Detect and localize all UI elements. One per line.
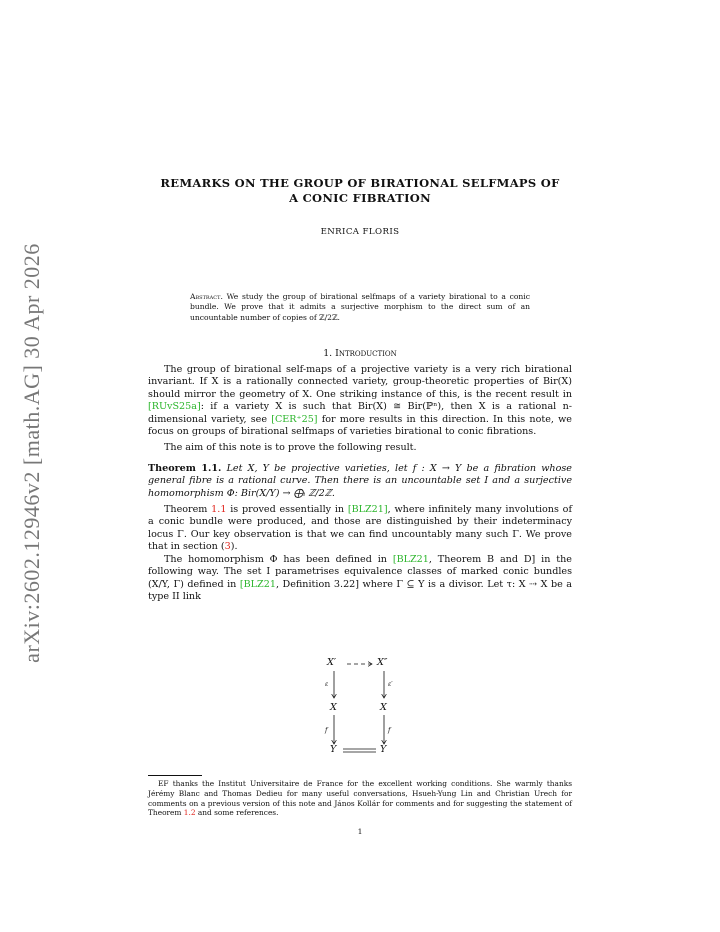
- citation-link[interactable]: [RUvS25a]: [148, 401, 201, 413]
- para3-text-a: Theorem: [164, 504, 212, 516]
- para3-text-c: , where infinitely many involutions of a conic bundle were produced, and those are distinguished by their indeterminacy locus Γ. Our key observation is that we can find uncountably many such Γ. We prove that in section (: [148, 504, 572, 553]
- citation-link[interactable]: [BLZ21]: [347, 504, 388, 516]
- footnote-text-b: and some references.: [195, 808, 279, 818]
- footnote: [148, 779, 572, 818]
- section-heading: [148, 348, 572, 359]
- diagram-arrows: [300, 655, 420, 761]
- node-x-prime: X′: [327, 657, 337, 668]
- para3-text-b: is proved essentially in: [226, 504, 348, 516]
- label-eps: ε: [325, 681, 329, 688]
- author: ENRICA FLORIS: [320, 227, 400, 237]
- para1-text-c: for more results in this direction. In this note, we focus on groups of birational selfmaps of varieties birational to conic fibrations.: [148, 413, 572, 438]
- citation-link[interactable]: [BLZ21: [239, 578, 276, 590]
- abstract-label: Abstract.: [190, 292, 223, 301]
- para4-text-a: The homomorphism Φ has been defined in: [164, 553, 393, 565]
- abstract: [190, 292, 530, 323]
- theorem-text: Let X, Y be projective varieties, let f : X → Y be a fibration whose general fibre is a rational curve. Then there is an uncountable set I and a surjective homomorphism Φ: Bir(X/Y) → ⨁ᵢ ℤ/2ℤ.: [148, 462, 572, 499]
- abstract-text: We study the group of birational selfmaps of a variety birational to a conic bundle. We prove that it admits a surjective morphism to the direct sum of an uncountable number of copies of ℤ/2ℤ.: [190, 292, 530, 322]
- para1-text-a: The group of birational self-maps of a projective variety is a very rich birational invariant. If X is a rationally connected variety, group-theoretic properties of Bir(X) should mirror the geometry of X. One striking instance of this, is the recent result in: [148, 364, 572, 400]
- label-f-right: f: [388, 726, 391, 734]
- paragraph-3: [148, 504, 572, 554]
- title-line-2: A CONIC FIBRATION: [289, 191, 431, 205]
- page-number: 1: [357, 827, 363, 836]
- node-y-left: Y: [330, 744, 337, 755]
- reference-link[interactable]: 1.1: [211, 504, 227, 516]
- section-number: 1.: [323, 348, 333, 359]
- citation-link[interactable]: [BLZ21: [392, 553, 429, 565]
- paragraph-4: [148, 554, 572, 604]
- paper-title: [148, 176, 572, 206]
- node-x-right: X: [380, 702, 387, 713]
- paragraph-2: The aim of this note is to prove the following result.: [164, 442, 417, 454]
- para1-text-b: : if a variety X is such that Bir(X) ≅ Bir(ℙⁿ), then X is a rational n-dimensional variety, see: [148, 401, 572, 425]
- reference-link[interactable]: 1.2: [183, 808, 196, 818]
- theorem-heading: Theorem 1.1.: [148, 462, 222, 474]
- theorem-1-1: [148, 463, 572, 500]
- paragraph-1: [148, 364, 572, 438]
- label-eps-prime: ε′: [388, 681, 393, 688]
- main-text: [148, 364, 572, 603]
- para4-text-c: , Definition 3.22] where Γ ⊆ Y is a divisor. Let τ: X ⇢ X be a type II link: [148, 578, 572, 602]
- label-f-left: f: [325, 726, 328, 734]
- reference-link[interactable]: 3: [224, 541, 231, 553]
- para3-text-d: ).: [230, 541, 238, 553]
- arxiv-stamp-text: arXiv:2602.12946v2 [math.AG] 30 Apr 2026: [19, 243, 44, 663]
- arxiv-stamp: [12, 243, 52, 663]
- section-title: Introduction: [335, 348, 397, 359]
- title-line-1: REMARKS ON THE GROUP OF BIRATIONAL SELFMAPS OF: [160, 176, 560, 190]
- para4-text-b: , Theorem B and D] in the following way. The set I parametrises equivalence classes of marked conic bundles (X/Y, Γ) defined in: [148, 553, 572, 590]
- footnote-rule: [148, 775, 202, 776]
- citation-link[interactable]: [CER⁺25]: [271, 413, 318, 425]
- node-x-left: X: [330, 702, 337, 713]
- node-y-right: Y: [380, 744, 387, 755]
- commutative-diagram: [300, 655, 420, 761]
- footnote-text-a: EF thanks the Institut Universitaire de France for the excellent working conditions. She warmly thanks Jérémy Blanc and Thomas Dedieu for many useful conversations, Hsueh-Yung Lin and Christian Urech for comments on a previous version of this note and János Kollár for comments and for suggesting the statement of Theorem: [148, 779, 572, 818]
- node-x-dprime: X″: [377, 657, 388, 668]
